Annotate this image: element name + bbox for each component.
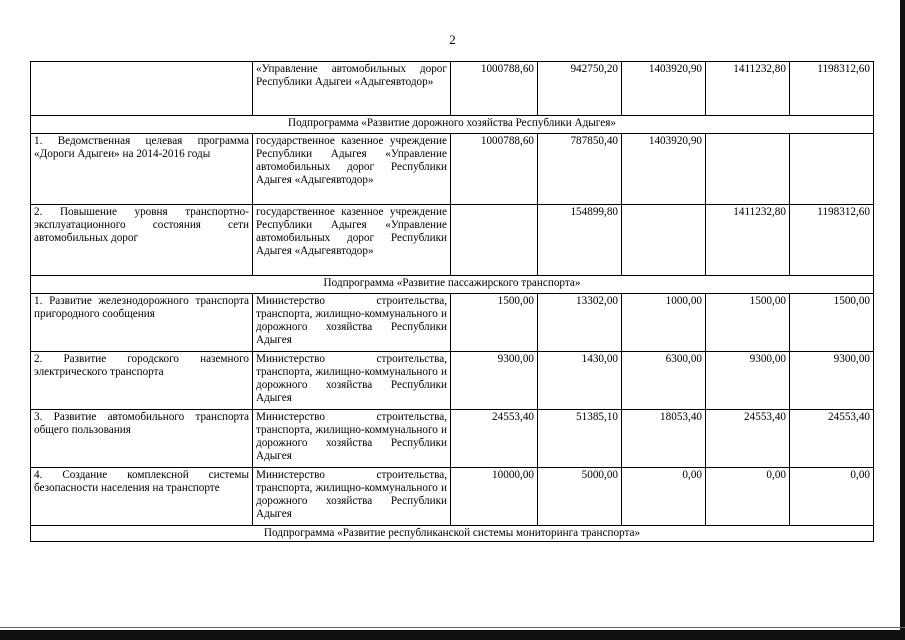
table-row bbox=[31, 205, 874, 276]
amount-cell-3: 0,00 bbox=[622, 468, 706, 526]
amount-cell-5: 24553,40 bbox=[790, 410, 874, 468]
executor-cell: Министерство строительства, транспорта, жилищно-коммунального и дорожного хозяйства Республики Адыгея bbox=[253, 294, 451, 352]
amount-cell-4: 0,00 bbox=[706, 468, 790, 526]
amount-cell-4: 1411232,80 bbox=[706, 62, 790, 116]
program-name-cell bbox=[31, 62, 253, 116]
program-name-cell: 3. Развитие автомобильного транспорта общего пользования bbox=[31, 410, 253, 468]
amount-cell-5: 1198312,60 bbox=[790, 62, 874, 116]
executor-cell: государственное казенное учреждение Республики Адыгея «Управление автомобильных дорог Республики Адыгея «Адыгеявтодор» bbox=[253, 205, 451, 276]
executor-cell: государственное казенное учреждение Республики Адыгея «Управление автомобильных дорог Республики Адыгея «Адыгеявтодор» bbox=[253, 134, 451, 205]
table-row bbox=[31, 468, 874, 526]
amount-cell-3: 1000,00 bbox=[622, 294, 706, 352]
scan-edge-bottom bbox=[0, 630, 905, 640]
table-row bbox=[31, 62, 874, 116]
scan-edge-right bbox=[900, 0, 905, 640]
amount-cell-2: 1430,00 bbox=[538, 352, 622, 410]
subprogram-title: Подпрограмма «Развитие республиканской системы мониторинга транспорта» bbox=[31, 526, 874, 542]
amount-cell-1 bbox=[451, 205, 538, 276]
table-row bbox=[31, 410, 874, 468]
program-name-cell: 1. Развитие железнодорожного транспорта пригородного сообщения bbox=[31, 294, 253, 352]
program-name-cell: 2. Повышение уровня транспортно-эксплуатационного состояния сети автомобильных дорог bbox=[31, 205, 253, 276]
amount-cell-5: 9300,00 bbox=[790, 352, 874, 410]
amount-cell-2: 13302,00 bbox=[538, 294, 622, 352]
program-name-cell: 4. Создание комплексной системы безопасности населения на транспорте bbox=[31, 468, 253, 526]
amount-cell-2: 787850,40 bbox=[538, 134, 622, 205]
subprogram-row bbox=[31, 116, 874, 134]
executor-cell: «Управление автомобильных дорог Республики Адыгеи «Адыгеявтодор» bbox=[253, 62, 451, 116]
program-name-cell: 1. Ведомственная целевая программа «Дороги Адыгеи» на 2014-2016 годы bbox=[31, 134, 253, 205]
amount-cell-3: 18053,40 bbox=[622, 410, 706, 468]
amount-cell-1: 10000,00 bbox=[451, 468, 538, 526]
subprogram-title: Подпрограмма «Развитие пассажирского транспорта» bbox=[31, 276, 874, 294]
executor-cell: Министерство строительства, транспорта, жилищно-коммунального и дорожного хозяйства Республики Адыгея bbox=[253, 352, 451, 410]
amount-cell-1: 1000788,60 bbox=[451, 134, 538, 205]
amount-cell-1: 1000788,60 bbox=[451, 62, 538, 116]
program-name-cell: 2. Развитие городского наземного электрического транспорта bbox=[31, 352, 253, 410]
amount-cell-5: 1198312,60 bbox=[790, 205, 874, 276]
amount-cell-4: 9300,00 bbox=[706, 352, 790, 410]
amount-cell-3 bbox=[622, 205, 706, 276]
subprogram-title: Подпрограмма «Развитие дорожного хозяйства Республики Адыгея» bbox=[31, 116, 874, 134]
amount-cell-1: 9300,00 bbox=[451, 352, 538, 410]
table-body bbox=[31, 62, 874, 542]
amount-cell-2: 942750,20 bbox=[538, 62, 622, 116]
amount-cell-4: 1500,00 bbox=[706, 294, 790, 352]
amount-cell-3: 1403920,90 bbox=[622, 134, 706, 205]
budget-table bbox=[30, 61, 874, 542]
amount-cell-5 bbox=[790, 134, 874, 205]
amount-cell-3: 6300,00 bbox=[622, 352, 706, 410]
amount-cell-2: 154899,80 bbox=[538, 205, 622, 276]
subprogram-row bbox=[31, 276, 874, 294]
amount-cell-1: 24553,40 bbox=[451, 410, 538, 468]
amount-cell-4 bbox=[706, 134, 790, 205]
table-row bbox=[31, 352, 874, 410]
amount-cell-3: 1403920,90 bbox=[622, 62, 706, 116]
amount-cell-5: 1500,00 bbox=[790, 294, 874, 352]
executor-cell: Министерство строительства, транспорта, жилищно-коммунального и дорожного хозяйства Республики Адыгея bbox=[253, 468, 451, 526]
amount-cell-5: 0,00 bbox=[790, 468, 874, 526]
amount-cell-1: 1500,00 bbox=[451, 294, 538, 352]
table-row bbox=[31, 294, 874, 352]
page-number: 2 bbox=[449, 32, 456, 47]
table-row bbox=[31, 134, 874, 205]
amount-cell-4: 1411232,80 bbox=[706, 205, 790, 276]
subprogram-row bbox=[31, 526, 874, 542]
amount-cell-2: 5000,00 bbox=[538, 468, 622, 526]
executor-cell: Министерство строительства, транспорта, жилищно-коммунального и дорожного хозяйства Республики Адыгея bbox=[253, 410, 451, 468]
amount-cell-2: 51385,10 bbox=[538, 410, 622, 468]
amount-cell-4: 24553,40 bbox=[706, 410, 790, 468]
scan-edge-line bbox=[0, 627, 905, 628]
